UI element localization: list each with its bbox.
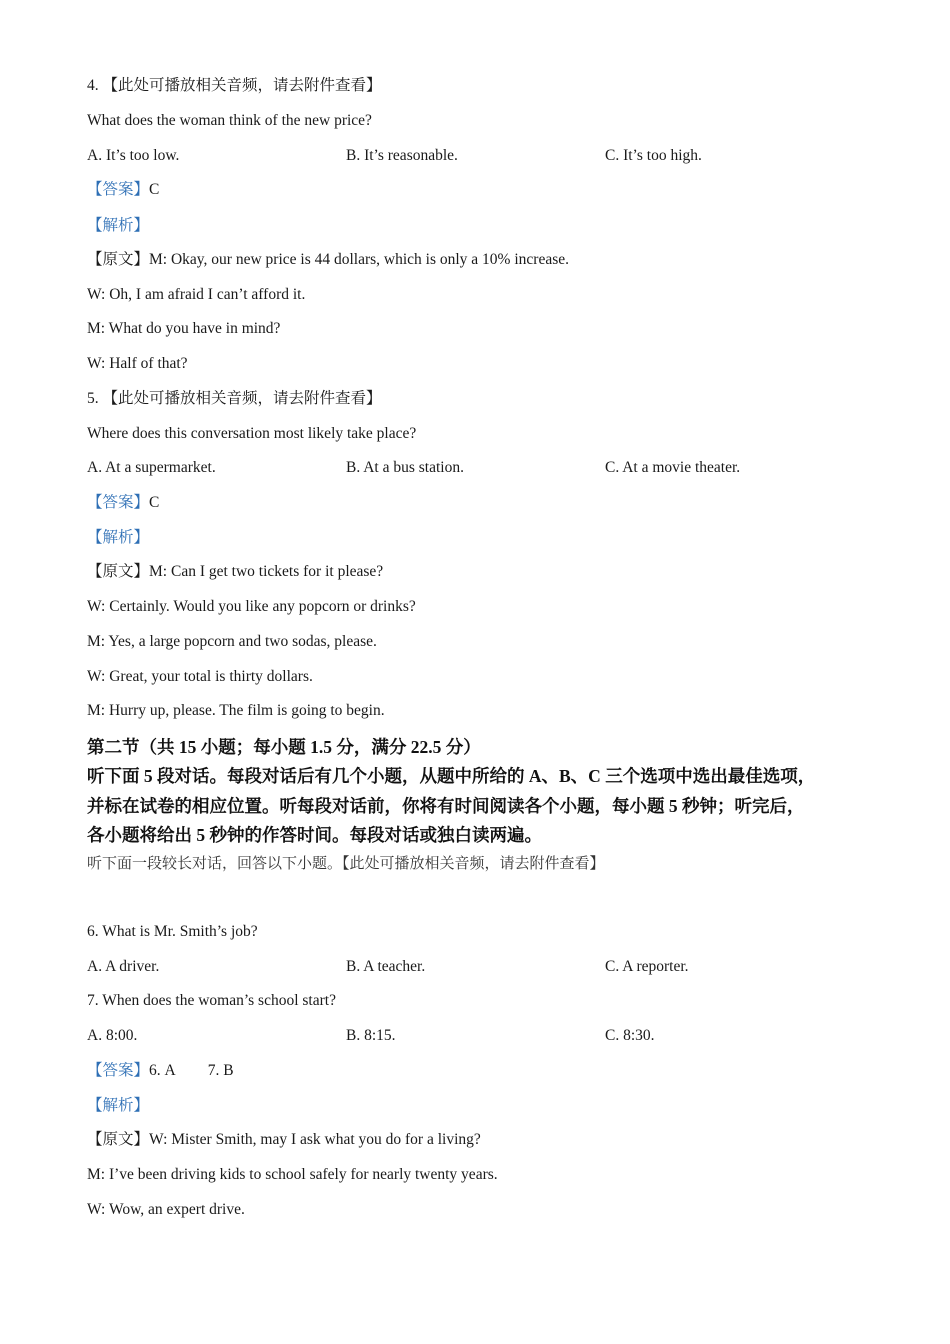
q4-title: 4. 【此处可播放相关音频，请去附件查看】	[87, 77, 382, 94]
q4-option-b: B. It’s reasonable.	[346, 147, 458, 164]
q4-transcript-1: W: Oh, I am afraid I can’t afford it.	[87, 286, 306, 303]
q67-analysis-tag: 【解析】	[87, 1097, 150, 1114]
q4-transcript-3: W: Half of that?	[87, 355, 188, 372]
q5-question: Where does this conversation most likely take place?	[87, 425, 417, 442]
q7-option-b: B. 8:15.	[346, 1027, 396, 1044]
section2-instruction-1: 并标在试卷的相应位置。听每段对话前，你将有时间阅读各个小题，每小题 5 秒钟；听完后，	[87, 796, 805, 816]
q4-option-a: A. It’s too low.	[87, 147, 180, 164]
q4-question: What does the woman think of the new price?	[87, 112, 372, 129]
answer-tag: 【答案】	[87, 494, 150, 511]
q5-title: 5. 【此处可播放相关音频，请去附件查看】	[87, 390, 382, 407]
q5-answer	[87, 493, 159, 513]
q67-answer	[87, 1061, 234, 1081]
original-text-tag: 【原文】	[87, 251, 150, 268]
q5-transcript-1: W: Certainly. Would you like any popcorn or drinks?	[87, 598, 416, 615]
answer-tag: 【答案】	[87, 181, 150, 198]
q5-transcript-0	[87, 562, 383, 582]
q6-answer-value: 6. A	[149, 1062, 176, 1079]
q6-option-b: B. A teacher.	[346, 958, 426, 975]
q4-transcript-2: M: What do you have in mind?	[87, 320, 281, 337]
answer-tag: 【答案】	[87, 1062, 150, 1079]
q67-transcript-2: W: Wow, an expert drive.	[87, 1201, 245, 1218]
transcript-line: W: Mister Smith, may I ask what you do for a living?	[149, 1131, 481, 1148]
section2-note: 听下面一段较长对话，回答以下小题。【此处可播放相关音频，请去附件查看】	[87, 856, 605, 872]
section2-instruction-2: 各小题将给出 5 秒钟的作答时间。每段对话或独白读两遍。	[87, 825, 542, 845]
q6-question: 6. What is Mr. Smith’s job?	[87, 923, 258, 940]
transcript-line: M: Can I get two tickets for it please?	[149, 563, 384, 580]
q67-transcript-1: M: I’ve been driving kids to school safely for nearly twenty years.	[87, 1166, 498, 1183]
transcript-line: M: Okay, our new price is 44 dollars, which is only a 10% increase.	[149, 251, 569, 268]
q7-question: 7. When does the woman’s school start?	[87, 992, 336, 1009]
q6-option-c: C. A reporter.	[605, 958, 689, 975]
q4-answer-value: C	[149, 181, 160, 198]
q7-option-c: C. 8:30.	[605, 1027, 655, 1044]
section2-instruction-0: 听下面 5 段对话。每段对话后有几个小题，从题中所给的 A、B、C 三个选项中选出最佳选项，	[87, 766, 816, 786]
q4-analysis-tag: 【解析】	[87, 217, 150, 234]
q4-option-c: C. It’s too high.	[605, 147, 702, 164]
q5-transcript-2: M: Yes, a large popcorn and two sodas, please.	[87, 633, 377, 650]
q5-transcript-4: M: Hurry up, please. The film is going to begin.	[87, 702, 385, 719]
q4-transcript-0	[87, 250, 569, 270]
q7-answer-value: 7. B	[207, 1062, 234, 1079]
q67-transcript-0	[87, 1130, 481, 1150]
q7-option-a: A. 8:00.	[87, 1027, 138, 1044]
q5-option-c: C. At a movie theater.	[605, 459, 741, 476]
q5-option-b: B. At a bus station.	[346, 459, 464, 476]
section2-heading: 第二节（共 15 小题；每小题 1.5 分，满分 22.5 分）	[87, 737, 481, 757]
q4-answer	[87, 180, 159, 200]
original-text-tag: 【原文】	[87, 563, 150, 580]
original-text-tag: 【原文】	[87, 1131, 150, 1148]
q5-analysis-tag: 【解析】	[87, 529, 150, 546]
q5-answer-value: C	[149, 494, 160, 511]
q5-option-a: A. At a supermarket.	[87, 459, 216, 476]
q6-option-a: A. A driver.	[87, 958, 160, 975]
q5-transcript-3: W: Great, your total is thirty dollars.	[87, 668, 313, 685]
